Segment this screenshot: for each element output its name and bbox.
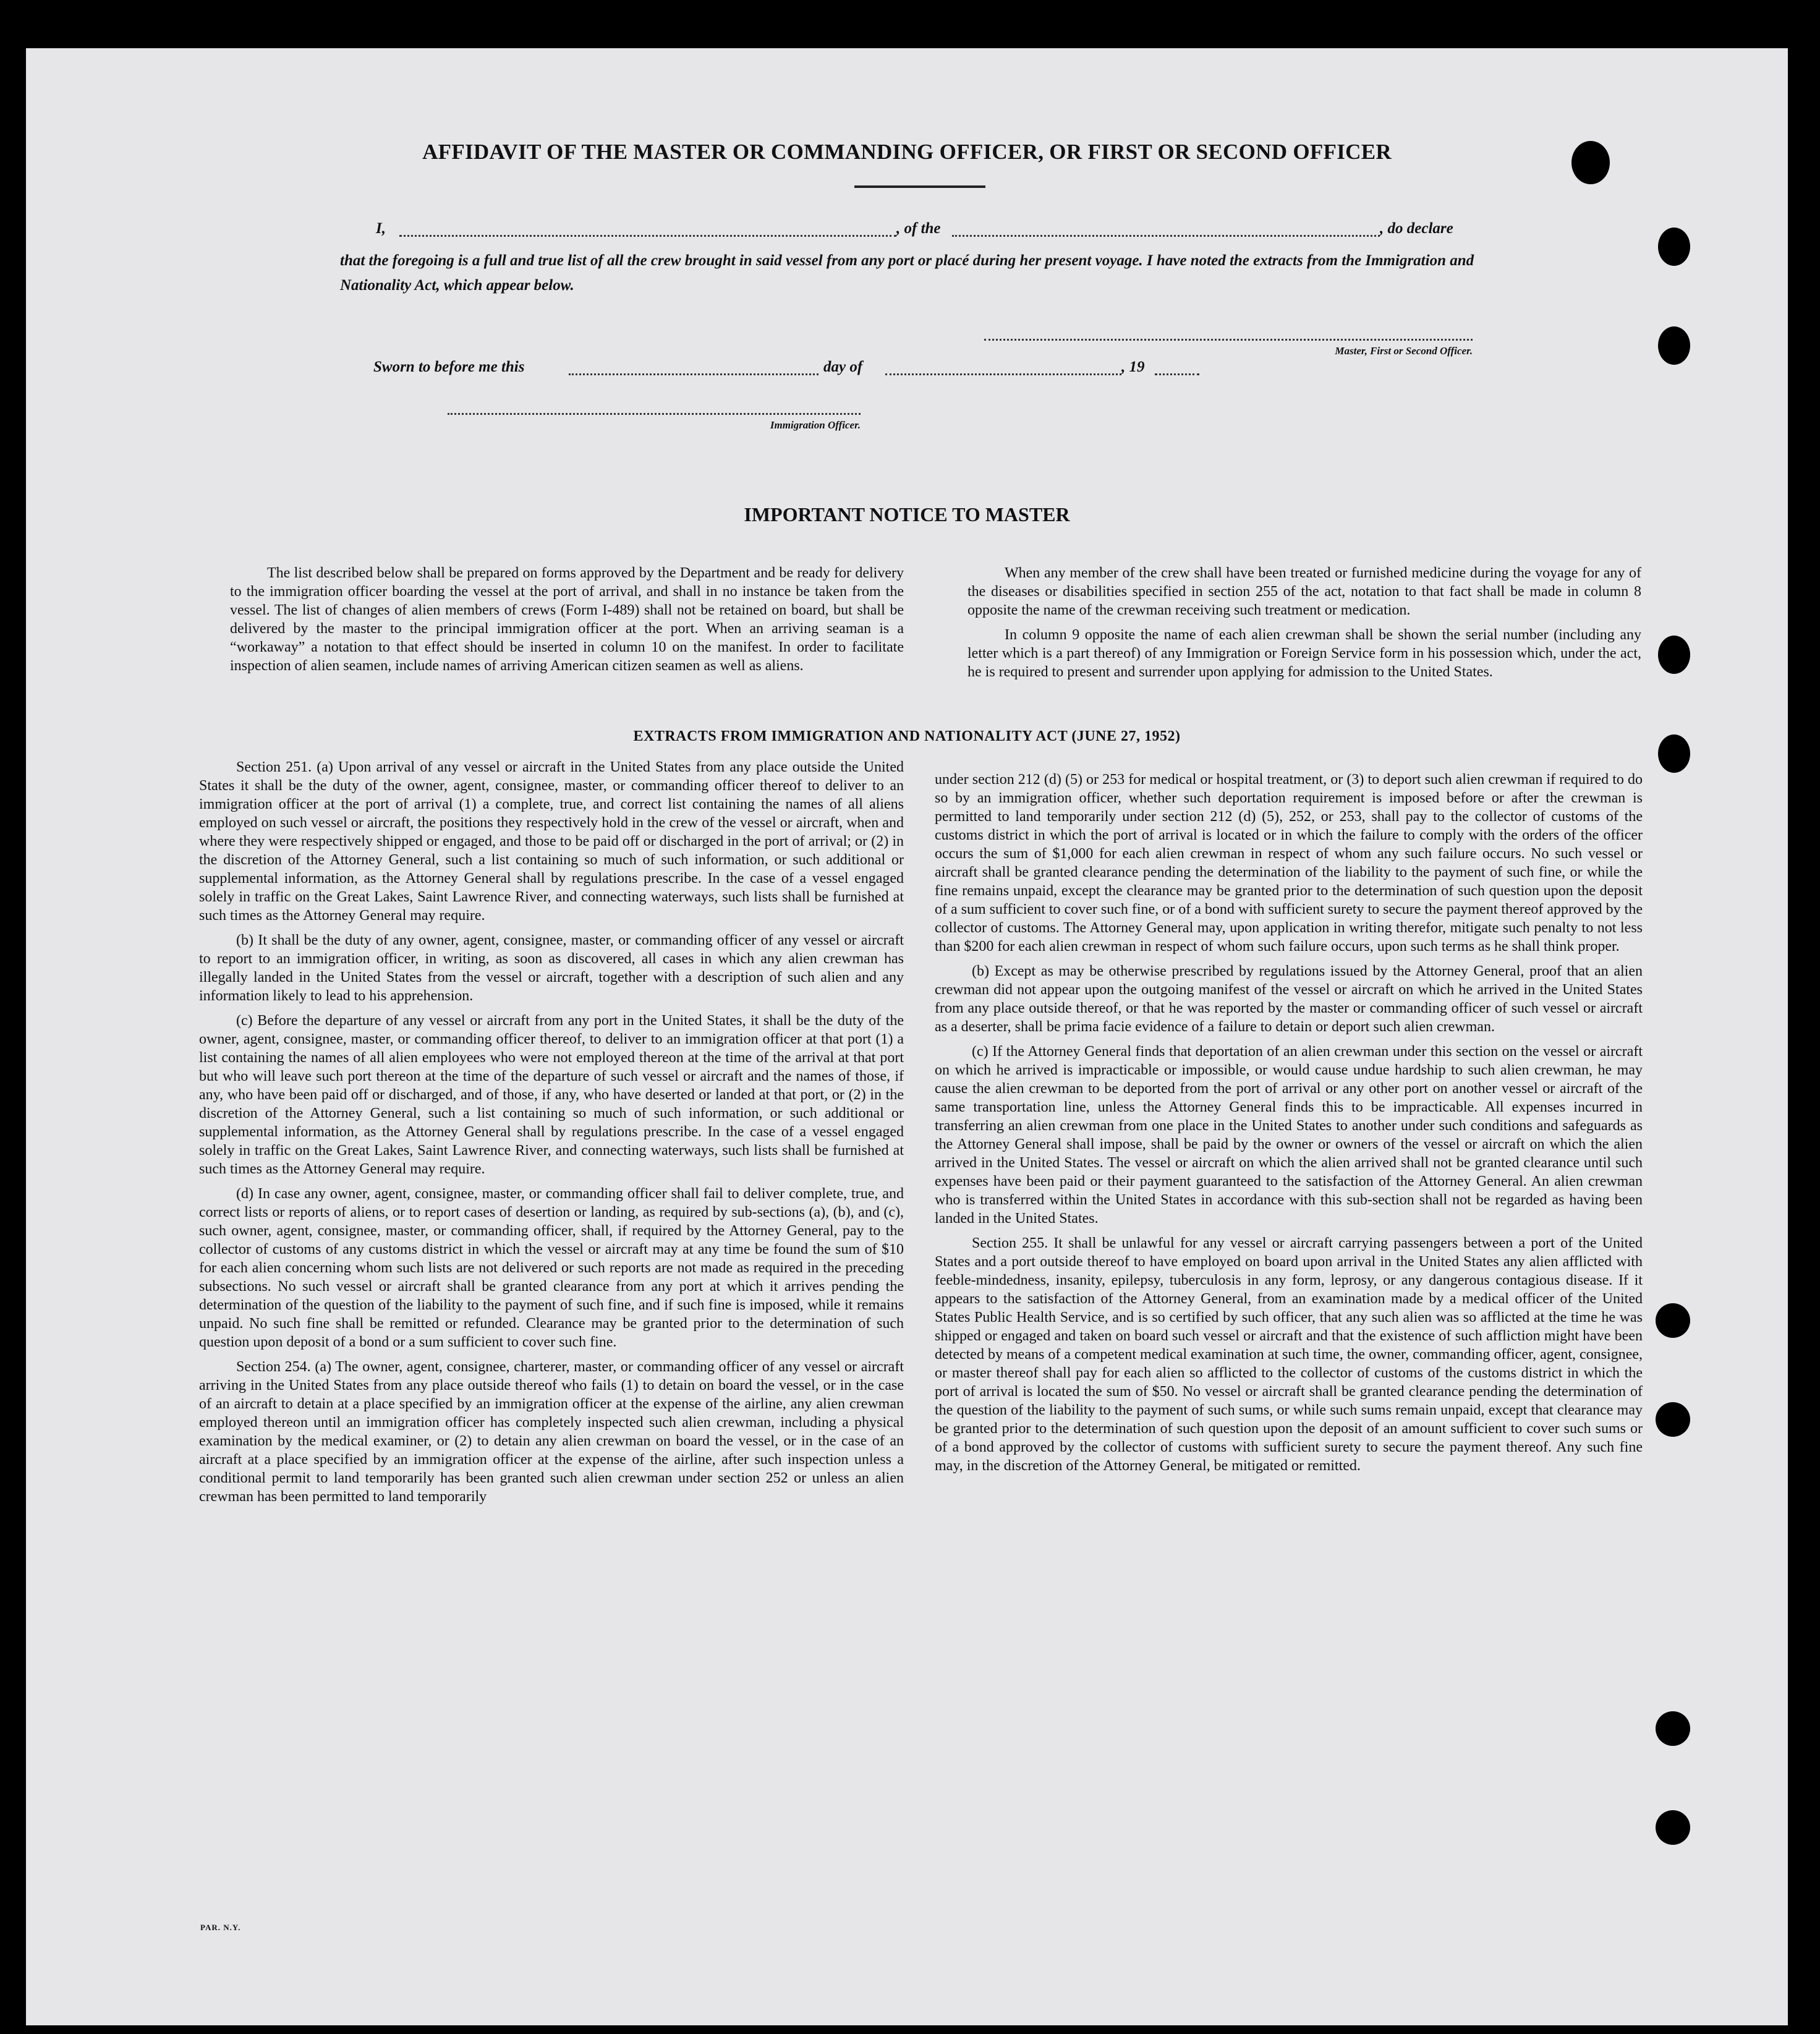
sworn-year-line[interactable] [1155,373,1199,375]
year-label: , 19 [1121,359,1145,375]
section-paragraph: Section 254. (a) The owner, agent, consignee, charterer, master, or commanding officer of any vessel or aircraft arriving in the United States from any place outside thereof who fails (1) to detain on board the vessel, or in the case of an aircraft to detain at a place specified by an immigration officer at the expense of the airline, any alien crewman employed thereon until an immigration officer has completely inspected such alien crewman, including a physical examination by the medical examiner, or (2) to detain any alien crewman on board the vessel, or in the case of an aircraft at a place specified by an immigration officer at the expense of the airline, after such inspection unless a conditional permit to land temporarily has been granted such alien crewman under section 252 or unless an alien crewman has been permitted to land temporarily [199,1359,904,1505]
section-paragraph: (b) Except as may be otherwise prescribed by regulations issued by the Attorney General, proof that an alien crewman did not appear upon the outgoing manifest of the vessel or aircraft on which he arrived in the United States from any place outside thereof, or that he was reported by the master or commanding officer of such vessel or aircraft as a deserter, shall be prima facie evidence of a failure to detain or deport such alien crewman. [935,963,1643,1035]
sworn-month-line[interactable] [885,373,1121,375]
section-paragraph: (c) If the Attorney General finds that deportation of an alien crewman under this section on the vessel or aircraft on which he arrived is impracticable or impossible, or would cause undue hardship to such alien crewman, he may cause the alien crewman to be deported from the port of arrival or any other port on another vessel or aircraft of the same transportation line, unless the Attorney General finds this to be impracticable. All expenses incurred in transferring an alien crewman from one place in the United States to another under such conditions and safeguards as the Attorney General shall impose, shall be paid by the owner or owners of the vessel or aircraft on which the alien arrived in the United States. The vessel or aircraft on which the alien arrived shall not be granted clearance until such expenses have been paid or their payment guaranteed to the satisfaction of the Attorney General. An alien crewman who is transferred within the United States in accordance with this sub-section shall not be regarded as having been landed in the United States. [935,1044,1643,1227]
punch-hole-mark [1658,636,1690,674]
ink-blot-mark [1571,141,1610,184]
vessel-label: , of the [896,220,941,237]
section-paragraph: Section 251. (a) Upon arrival of any vessel or aircraft in the United States from any place outside the United States it shall be the duty of the owner, agent, consignee, master, or commanding officer thereof to deliver to an immigration officer at the port of arrival (1) a complete, true, and correct list containing the names of all aliens employed on such vessel or aircraft, the positions they respectively hold in the crew of the vessel or aircraft, when and where they were respectively shipped or engaged, and those to be paid off or discharged in the port of arrival; or (2) in the discretion of the Attorney General, such a list containing so much of such information, or such additional or supplemental information, as the Attorney General shall by regulations prescribe. In the case of a vessel engaged solely in traffic on the Great Lakes, Saint Lawrence River, and connecting waterways, such lists shall be furnished at such times as the Attorney General may require. [199,759,904,924]
notice-left-column [230,564,904,681]
punch-hole-mark [1658,326,1690,365]
vessel-name-line[interactable] [952,235,1380,237]
day-of-label: day of [823,359,863,375]
affidavit-title: AFFIDAVIT OF THE MASTER OR COMMANDING OFFICER, OR FIRST OR SECOND OFFICER [422,140,1392,164]
declarant-name-line[interactable] [399,235,896,237]
punch-hole-mark [1656,1711,1690,1746]
officer-signature-label: Immigration Officer. [770,419,861,431]
master-signature-line[interactable] [984,339,1473,341]
notice-right-column [967,564,1641,687]
notice-paragraph: In column 9 opposite the name of each alien crewman shall be shown the serial number (including any letter which is a part thereof) of any Immigration or Foreign Service form in his possession which, under the act, he is required to present and surrender upon applying for admission to the United States. [967,627,1641,680]
section-paragraph: (b) It shall be the duty of any owner, agent, consignee, master, or commanding officer of any vessel or aircraft to report to an immigration officer, in writing, as soon as discovered, all cases in which any alien crewman has illegally landed in the United States from the vessel or aircraft, together with a description of such alien and any information likely to lead to his apprehension. [199,932,904,1004]
extracts-right-column [935,770,1643,1481]
notice-title: IMPORTANT NOTICE TO MASTER [744,503,1070,526]
affidavit-statement: that the foregoing is a full and true list of all the crew brought in said vessel from any port or placé during her present voyage. I have noted the extracts from the Immigration and Nationality Act, which appear below. [340,252,1474,294]
section-paragraph: (d) In case any owner, agent, consignee, master, or commanding officer shall fail to deliver complete, true, and correct lists or reports of aliens, or to report cases of desertion or landing, as required by sub-sections (a), (b), and (c), such owner, agent, consignee, master, or commanding officer, shall, if required by the Attorney General, pay to the collector of customs of any customs district in which the vessel or aircraft may at any time be found the sum of $10 for each alien concerning whom such lists are not delivered or such reports are not made as required in the preceding subsections. No such vessel or aircraft shall be granted clearance from any port at which it arrives pending the determination of the question of the liability to the payment of such fine, and if such fine is imposed, while it remains unpaid. No such fine shall be remitted or refunded. Clearance may be granted prior to the determination of such question upon deposit of a bond or a sum sufficient to cover such fine. [199,1186,904,1350]
title-underline [854,185,985,188]
printer-mark: PAR. N.Y. [200,1923,241,1932]
sworn-label: Sworn to before me this [373,359,525,375]
notice-paragraph: The list described below shall be prepared on forms approved by the Department and be ready for delivery to the immigration officer boarding the vessel at the port of arrival, and shall in no instance be taken from the vessel. The list of changes of alien members of crews (Form I-489) shall not be retained on board, but shall be delivered by the master to the principal immigration officer at the port. When an arriving seaman is a “workaway” a notation to that effect should be inserted in column 10 on the manifest. In order to facilitate inspection of alien seamen, include names of arriving American citizen seamen as well as aliens. [230,565,904,674]
punch-hole-mark [1656,1402,1690,1437]
section-paragraph: under section 212 (d) (5) or 253 for medical or hospital treatment, or (3) to deport such alien crewman if required to do so by an immigration officer, whether such deportation requirement is imposed before or after the crewman is permitted to land temporarily under section 212 (d) (5), 252, or 253, shall pay to the collector of customs of the customs district in which the port of arrival is located or in which the failure to comply with the orders of the officer occurs the sum of $1,000 for each alien crewman in respect of whom any such failure occurs. No such vessel or aircraft shall be granted clearance pending the determination of the liability to the payment of such fine, or while the fine remains unpaid, except the clearance may be granted prior to the determination of such question upon the deposit of a sum sufficient to cover such fine, or of a bond with sufficient surety to secure the payment thereof approved by the collector of customs. The Attorney General may, upon application in writing therefor, mitigate such penalty to not less than $200 for each alien crewman in respect of whom such failure occurs, upon such terms as he shall think proper. [935,772,1643,955]
extracts-left-column [199,758,904,1512]
section-paragraph: (c) Before the departure of any vessel or aircraft from any port in the United States, it shall be the duty of the owner, agent, consignee, master, or commanding officer thereof, to deliver to an immigration officer at that port (1) a list containing the names of all alien employees who were not employed thereon at the time of the arrival at that port but who will leave such port thereon at the time of the departure of such vessel or aircraft and the names of those, if any, who have been paid off or discharged, and of those, if any, who have deserted or landed at that port, or (2) in the discretion of the Attorney General, such a list containing so much of such information, or such additional or supplemental information, as the Attorney General shall by regulations prescribe. In the case of a vessel engaged solely in traffic on the Great Lakes, Saint Lawrence River, and connecting waterways, such lists shall be furnished at such times as the Attorney General may require. [199,1013,904,1177]
punch-hole-mark [1656,1303,1690,1338]
punch-hole-mark [1658,228,1690,266]
punch-hole-mark [1658,734,1690,773]
section-paragraph: Section 255. It shall be unlawful for any vessel or aircraft carrying passengers between a port of the United States and a port outside thereof to have employed on board upon arrival in the United States any alien afflicted with feeble-mindedness, insanity, epilepsy, tuberculosis in any form, leprosy, or any dangerous contagious disease. If it appears to the satisfaction of the Attorney General, from an examination made by a medical officer of the United States Public Health Service, and is so certified by such officer, that any such alien was so afflicted at the time he was shipped or engaged and taken on board such vessel or aircraft and that the existence of such affliction might have been detected by means of a competent medical examination at such time, the owner, commanding officer, agent, consignee, or master thereof shall pay for each alien so afflicted to the collector of customs of the customs district in which the port of arrival is located the sum of $50. No vessel or aircraft shall be granted clearance pending the determination of the question of the liability to the payment of such sums, or while such sums remain unpaid, except that clearance may be granted prior to the determination of such question upon the deposit of an amount sufficient to cover such sums or of a bond approved by the collector of customs with sufficient surety to secure the payment thereof. Any such fine may, in the discretion of the Attorney General, be mitigated or remitted. [935,1235,1643,1474]
punch-hole-mark [1656,1810,1690,1845]
declarant-label: I, [376,220,386,237]
master-signature-label: Master, First or Second Officer. [1335,345,1473,357]
document-page [26,48,1788,2025]
notice-paragraph: When any member of the crew shall have been treated or furnished medicine during the voyage for any of the diseases or disabilities specified in section 255 of the act, notation to that fact shall be made in column 8 opposite the name of the crewman receiving such treatment or medication. [967,565,1641,618]
declare-label: , do declare [1380,220,1453,237]
officer-signature-line[interactable] [448,413,861,415]
extracts-title: EXTRACTS FROM IMMIGRATION AND NATIONALITY ACT (JUNE 27, 1952) [633,728,1181,744]
sworn-day-line[interactable] [569,373,819,375]
